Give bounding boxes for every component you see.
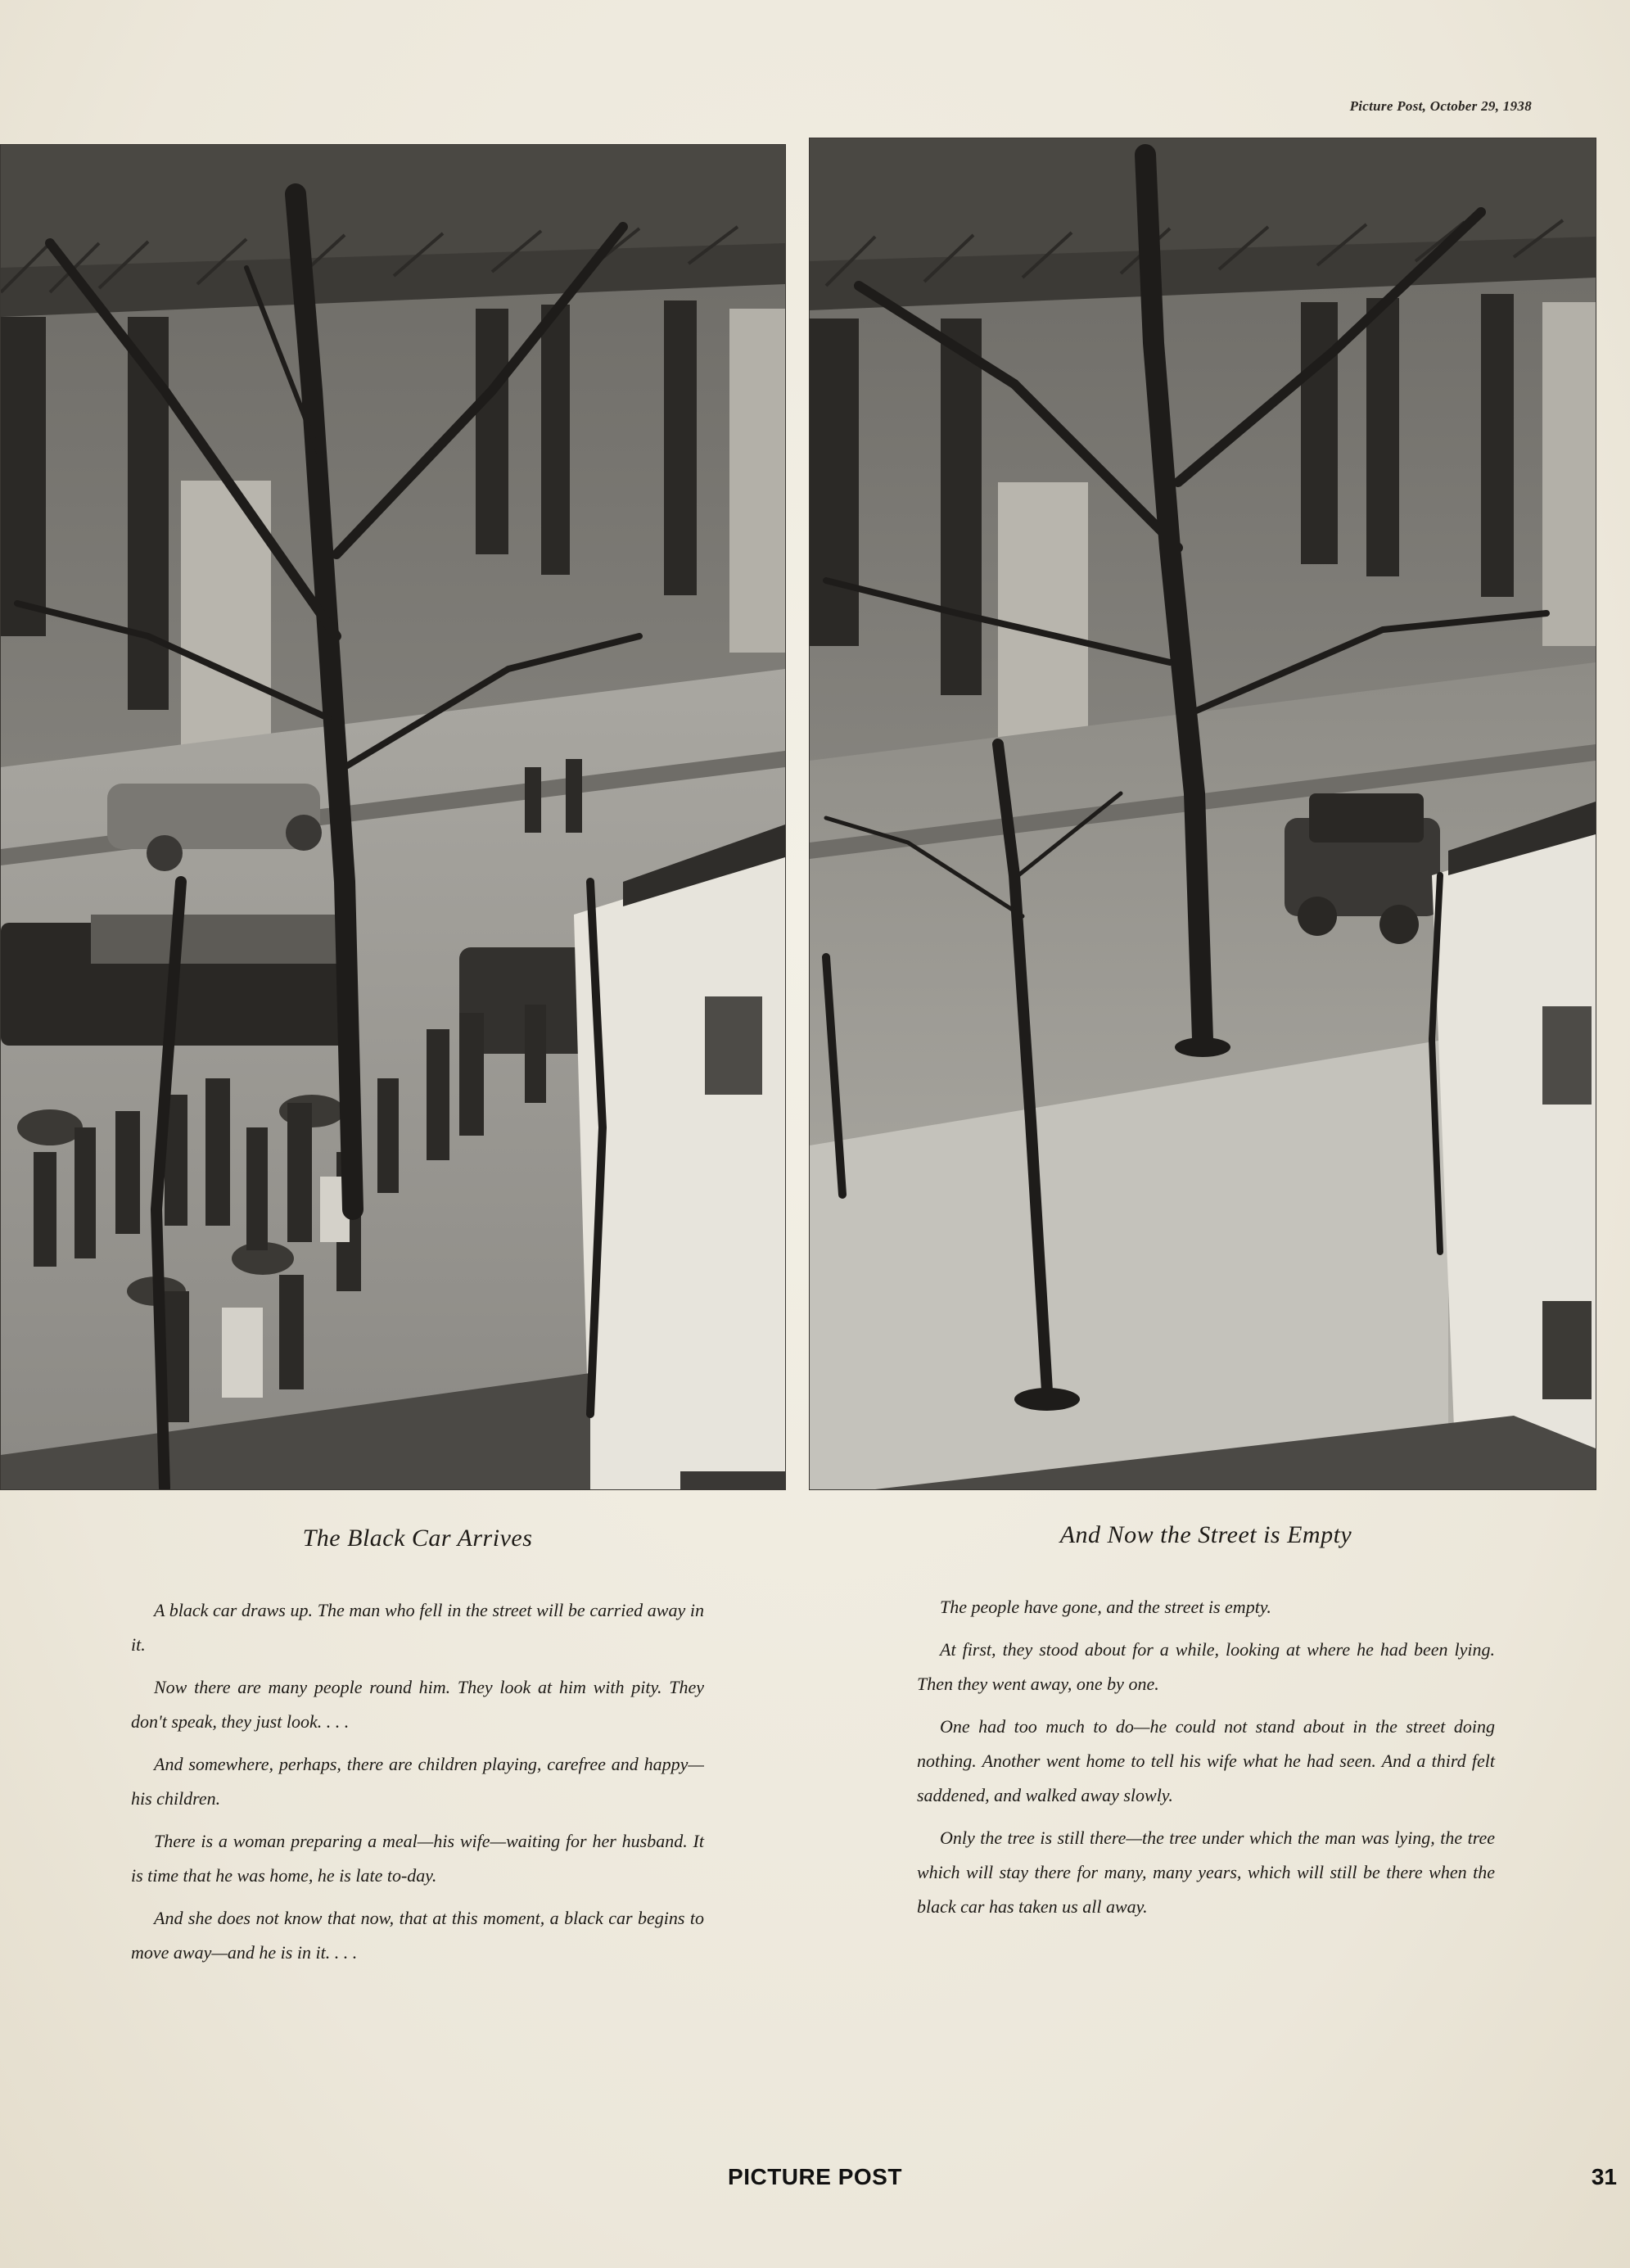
article-paragraph: At first, they stood about for a while, looking at where he had been lying. Then they went away, one by one. [917, 1639, 1495, 1694]
header-dateline: Picture Post, October 29, 1938 [1349, 98, 1532, 114]
article-paragraph: One had too much to do—he could not stand about in the street doing nothing. Another went home to tell his wife what he had seen. And a third felt saddened, and walked away slowly. [917, 1716, 1495, 1805]
article-paragraph: There is a woman preparing a meal—his wife—waiting for her husband. It is time that he was home, he is late to-day. [131, 1831, 704, 1886]
article-paragraph: Now there are many people round him. They look at him with pity. They don't speak, they just look. . . . [131, 1677, 704, 1732]
article-title: And Now the Street is Empty [1059, 1521, 1352, 1548]
article-paragraph: And she does not know that now, that at this moment, a black car begins to move away—and he is in it. . . . [131, 1908, 704, 1963]
article-paragraph: The people have gone, and the street is empty. [940, 1597, 1271, 1617]
black-car-crowd-photo [0, 144, 786, 1490]
article-title: The Black Car Arrives [302, 1525, 533, 1552]
article-paragraph: And somewhere, perhaps, there are children playing, carefree and happy—his children. [131, 1754, 704, 1809]
article-black-car-arrives [131, 1525, 704, 1978]
page-number: 31 [1591, 2164, 1617, 2189]
article-street-is-empty [917, 1521, 1495, 1932]
article-paragraph: A black car draws up. The man who fell in the street will be carried away in it. [131, 1600, 704, 1655]
empty-street-photo [809, 138, 1596, 1490]
footer-masthead: PICTURE POST [728, 2164, 902, 2189]
article-paragraph: Only the tree is still there—the tree under which the man was lying, the tree which will stay there for many, many years, which will still be there when the black car has taken us all away. [917, 1828, 1495, 1917]
